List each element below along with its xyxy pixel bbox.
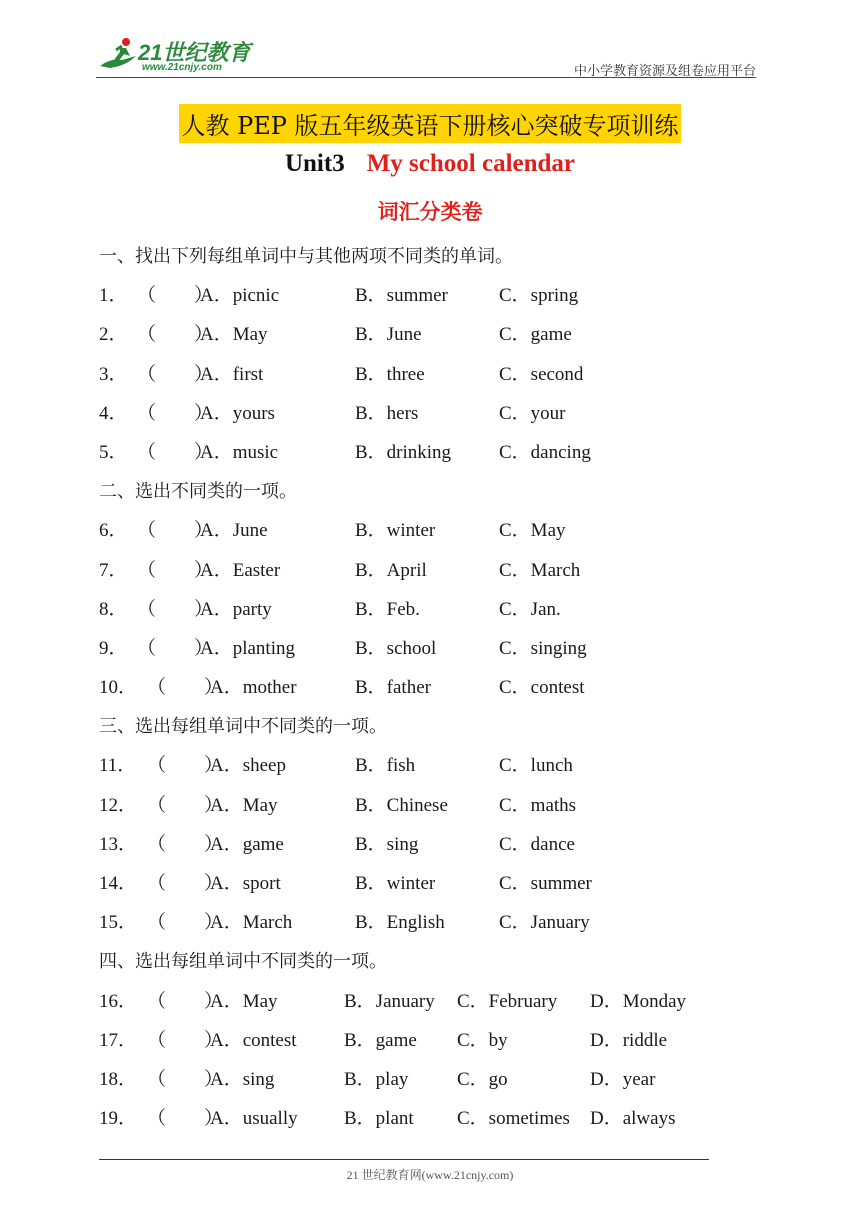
option-c: C．by (457, 1029, 508, 1051)
site-logo[interactable] (96, 34, 266, 78)
option-c: C．Jan. (499, 598, 561, 620)
option-b: B．summer (355, 285, 448, 307)
question-number: 11． (99, 755, 137, 777)
section-heading: 一、找出下列每组单词中与其他两项不同类的单词。 (99, 246, 513, 267)
option-c: C．summer (499, 873, 592, 894)
option-a: A．June (200, 520, 268, 542)
question-row (99, 674, 759, 713)
option-c: C．May (499, 520, 566, 542)
page-header (0, 0, 860, 80)
answer-blank[interactable]: （ ） (137, 324, 214, 346)
question-row (99, 752, 759, 791)
unit-heading (0, 150, 860, 178)
question-number: 14． (99, 873, 138, 894)
title-wrapper (0, 104, 860, 143)
question-number: 3． (99, 363, 128, 385)
option-b: B．three (355, 363, 425, 385)
option-b: B．winter (355, 873, 436, 894)
page-title: 人教 PEP 版五年级英语下册核心突破专项训练 (179, 104, 680, 143)
unit-number: Unit3 (284, 150, 345, 177)
section-heading: 二、选出不同类的一项。 (99, 481, 297, 503)
answer-blank[interactable]: （ ） (137, 441, 214, 463)
logo-text: 21世纪教育 (138, 40, 251, 65)
option-a: A．yours (200, 402, 275, 424)
option-b: B．Chinese (355, 794, 448, 816)
answer-blank[interactable]: （ ） (147, 677, 224, 699)
option-a: A．picnic (200, 285, 280, 307)
option-b: B．plant (344, 1108, 414, 1130)
question-row (99, 439, 759, 478)
worksheet-subtitle: 词汇分类卷 (377, 200, 483, 224)
question-number: 18． (99, 1068, 138, 1090)
option-a: A．music (200, 441, 279, 463)
question-number: 13． (99, 833, 138, 855)
option-c: C．your (499, 402, 566, 424)
question-row (99, 1105, 759, 1144)
answer-blank[interactable]: （ ） (147, 873, 224, 894)
question-row (99, 282, 759, 321)
answer-blank[interactable]: （ ） (137, 637, 214, 659)
answer-blank[interactable]: （ ） (147, 912, 224, 934)
question-number: 15． (99, 912, 138, 934)
runner-logo-icon (96, 36, 140, 74)
question-row (99, 361, 759, 400)
option-a: A．May (200, 324, 268, 346)
section-heading: 四、选出每组单词中不同类的一项。 (99, 951, 387, 973)
question-number: 7． (99, 559, 128, 581)
question-row (99, 517, 759, 556)
option-c: C．second (499, 363, 584, 385)
worksheet-content (99, 243, 759, 1144)
option-b: B．drinking (355, 441, 452, 463)
answer-blank[interactable]: （ ） (147, 1029, 224, 1051)
answer-blank[interactable]: （ ） (147, 833, 224, 855)
answer-blank[interactable]: （ ） (147, 794, 224, 816)
question-row (99, 635, 759, 674)
question-row (99, 1027, 759, 1066)
option-c: C．sometimes (457, 1108, 570, 1130)
option-c: C．contest (499, 677, 585, 699)
option-b: B．sing (355, 833, 419, 855)
question-number: 5． (99, 441, 128, 463)
footer-divider (99, 1159, 709, 1160)
question-row (99, 909, 759, 948)
answer-blank[interactable]: （ ） (137, 598, 214, 620)
option-b: B．April (355, 559, 427, 581)
option-c: C．game (499, 324, 572, 346)
platform-tagline: 中小学教育资源及组卷应用平台 (573, 64, 756, 79)
question-row (99, 400, 759, 439)
option-c: C．dance (499, 833, 575, 855)
question-number: 2． (99, 324, 128, 346)
option-c: C．March (499, 559, 581, 581)
option-d: D．riddle (590, 1029, 668, 1051)
answer-blank[interactable]: （ ） (137, 363, 214, 385)
option-a: A．May (210, 794, 278, 816)
question-row (99, 596, 759, 635)
option-b: B．hers (355, 402, 419, 424)
question-row (99, 557, 759, 596)
option-a: A．mother (210, 677, 297, 699)
question-row (99, 870, 759, 909)
question-number: 1． (99, 285, 128, 307)
option-c: C．maths (499, 794, 577, 816)
option-c: C．go (457, 1068, 508, 1090)
option-c: C．February (457, 990, 558, 1012)
question-number: 9． (99, 637, 128, 659)
option-b: B．English (355, 912, 445, 934)
page-footer[interactable]: 21 世纪教育网(www.21cnjy.com) (346, 1168, 514, 1182)
answer-blank[interactable]: （ ） (147, 1068, 224, 1090)
unit-name: My school calendar (366, 150, 576, 177)
question-number: 6． (99, 520, 128, 542)
option-a: A．sport (210, 873, 281, 894)
answer-blank[interactable]: （ ） (137, 402, 214, 424)
header-divider (96, 77, 756, 78)
question-number: 12． (99, 794, 138, 816)
option-c: C．lunch (499, 755, 573, 777)
answer-blank[interactable]: （ ） (147, 755, 224, 777)
question-number: 10． (99, 677, 138, 699)
option-a: A．party (200, 598, 272, 620)
section-heading: 三、选出每组单词中不同类的一项。 (99, 716, 387, 738)
option-a: A．usually (210, 1108, 298, 1130)
option-b: B．father (355, 677, 431, 699)
answer-blank[interactable]: （ ） (147, 990, 224, 1012)
option-a: A．sheep (210, 755, 286, 777)
answer-blank[interactable]: （ ） (137, 285, 214, 307)
question-row (99, 831, 759, 870)
question-row (99, 792, 759, 831)
option-a: A．sing (210, 1068, 275, 1090)
question-number: 19． (99, 1108, 138, 1130)
answer-blank[interactable]: （ ） (137, 559, 214, 581)
question-number: 4． (99, 402, 128, 424)
answer-blank[interactable]: （ ） (147, 1108, 224, 1130)
option-a: A．game (210, 833, 284, 855)
option-b: B．play (344, 1068, 409, 1090)
option-a: A．contest (210, 1029, 297, 1051)
option-b: B．winter (355, 520, 436, 542)
question-number: 8． (99, 598, 128, 620)
option-a: A．planting (200, 637, 295, 659)
option-c: C．spring (499, 285, 579, 307)
option-c: C．dancing (499, 441, 591, 463)
answer-blank[interactable]: （ ） (137, 520, 214, 542)
question-number: 17． (99, 1029, 138, 1051)
option-b: B．January (344, 990, 435, 1012)
question-number: 16． (99, 990, 138, 1012)
option-b: B．June (355, 324, 422, 346)
option-d: D．year (590, 1068, 656, 1090)
option-c: C．singing (499, 637, 587, 659)
option-c: C．January (499, 912, 590, 934)
option-b: B．Feb. (355, 598, 420, 620)
option-a: A．March (210, 912, 293, 934)
question-row (99, 988, 759, 1027)
option-a: A．May (210, 990, 278, 1012)
option-d: D．Monday (590, 990, 687, 1012)
option-a: A．first (200, 363, 264, 385)
option-b: B．game (344, 1029, 417, 1051)
option-d: D．always (590, 1108, 676, 1130)
question-row (99, 1066, 759, 1105)
option-b: B．fish (355, 755, 416, 777)
option-a: A．Easter (200, 559, 281, 581)
question-row (99, 321, 759, 360)
logo-url: www.21cnjy.com (142, 62, 222, 73)
option-b: B．school (355, 637, 437, 659)
